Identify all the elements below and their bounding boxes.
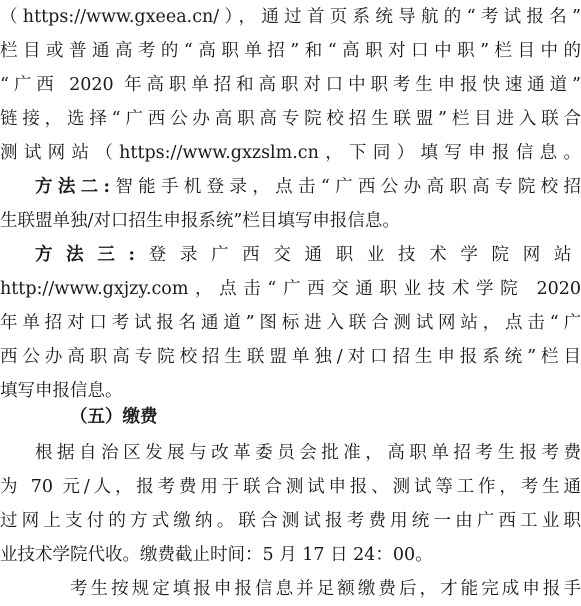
paragraph-line: http://www.gxjzy.com，点击“广西交通职业技术学院 2020 (0, 279, 581, 299)
paragraph-line: 业技术学院代收。缴费截止时间：5 月 17 日 24：00。 (0, 545, 433, 565)
method-three-label: 方法三: (35, 245, 145, 265)
method-three-line (0, 238, 581, 272)
method-two-text: 智能手机登录，点击“广西公办高职高专院校招 (109, 177, 581, 197)
paragraph-line: 过网上支付的方式缴纳。联合测试报考费用统一由广西工业职 (0, 511, 581, 531)
paragraph-line: 年单招对口考试报名通道”图标进入联合测试网站，点击“广 (0, 313, 581, 333)
paragraph-line: “广西 2020 年高职单招和高职对口中职考生申报快速通道” (0, 75, 581, 95)
paragraph-line: 链接，选择“广西公办高职高专院校招生联盟”栏目进入联合 (0, 109, 581, 129)
method-three-text: 登录广西交通职业技术学院网站 (144, 245, 581, 265)
method-two-line (0, 170, 581, 204)
paragraph-line: 填写申报信息。 (0, 381, 123, 401)
paragraph-line: 栏目或普通高考的“高职单招”和“高职对口中职”栏目中的 (0, 41, 581, 61)
paragraph-line: 西公办高职高专院校招生联盟单独/对口招生申报系统”栏目 (0, 347, 581, 367)
paragraph-line: （https://www.gxeea.cn/），通过首页系统导航的“考试报名” (0, 7, 581, 27)
paragraph-line: 生联盟单独/对口招生申报系统”栏目填写申报信息。 (0, 211, 400, 231)
method-two-label: 方法二: (35, 177, 110, 197)
paragraph-line: 测试网站（https://www.gxzslm.cn，下同）填写申报信息。 (0, 143, 581, 163)
paragraph-line: 根据自治区发展与改革委员会批准，高职单招考生报考费 (35, 443, 581, 463)
section-heading: （五）缴费 (70, 407, 158, 427)
paragraph-line: 为 70 元/人，报考费用于联合测试申报、测试等工作，考生通 (0, 477, 581, 497)
paragraph-line: 考生按规定填报申报信息并足额缴费后，才能完成申报手 (70, 579, 581, 599)
